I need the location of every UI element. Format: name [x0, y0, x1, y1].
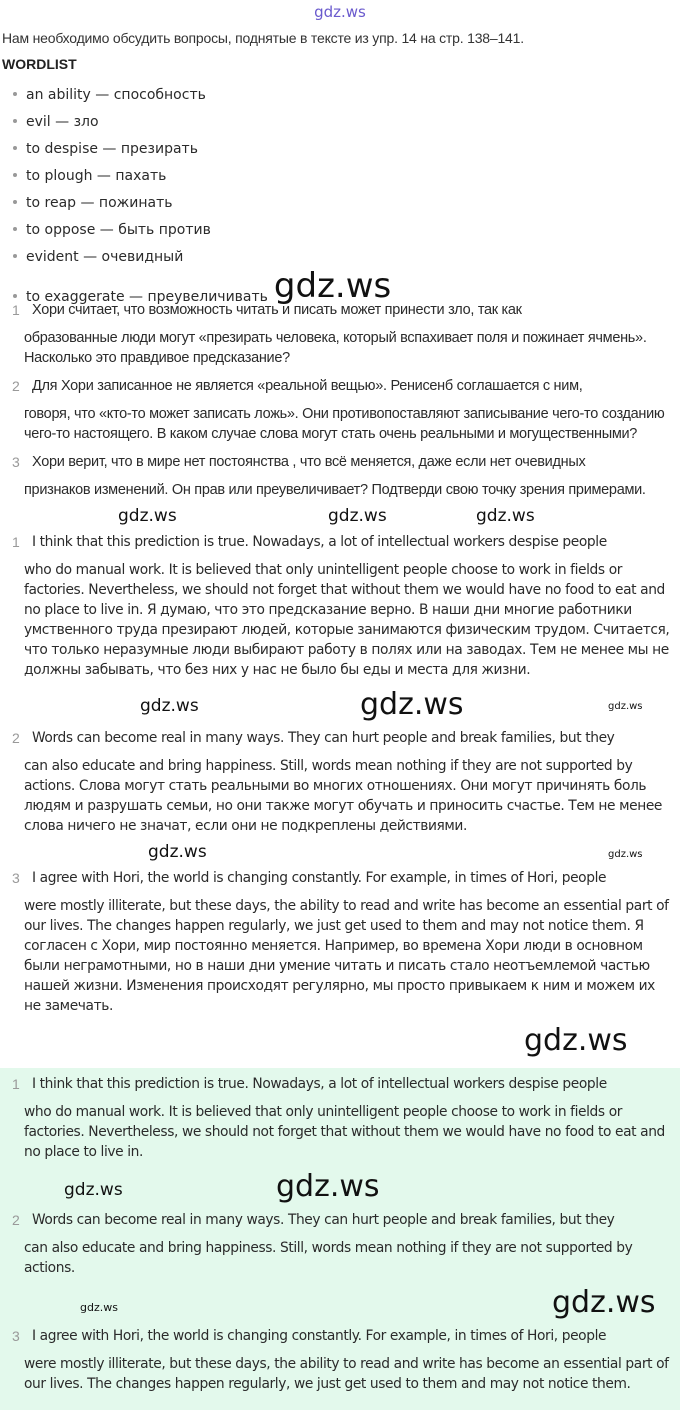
answer-rest: can also educate and bring happiness. Still, words mean nothing if they are not supported by actions.	[24, 1240, 633, 1276]
wordlist-item-text: to plough — пахать	[26, 168, 167, 184]
answer-en-3	[0, 1326, 680, 1402]
wordlist-item	[0, 138, 680, 165]
question-number: 1	[12, 302, 20, 318]
wordlist-item-text: to despise — презирать	[26, 141, 198, 157]
watermark-top: gdz.ws	[314, 3, 366, 21]
bullet-icon	[13, 119, 17, 123]
watermark: gdz.ws	[64, 1180, 123, 1200]
watermark-row	[0, 508, 680, 532]
bullet-icon	[13, 200, 17, 204]
answer-rest: who do manual work. It is believed that only unintelligent people choose to work in fields or factories. Nevertheless, we should not forget that without them we would have no food to eat and no place to live in.	[24, 1104, 665, 1160]
bullet-icon	[13, 294, 17, 298]
answer-number: 1	[12, 1076, 20, 1092]
question-number: 2	[12, 378, 20, 394]
answer-first-line: I think that this prediction is true. Nowadays, a lot of intellectual workers despise people	[32, 1076, 607, 1092]
watermark: gdz.ws	[148, 842, 207, 862]
answer-rest: were mostly illiterate, but these days, the ability to read and write has become an essential part of our lives. The changes happen regularly, we just get used to them and may not notice them.	[24, 1356, 669, 1392]
watermark: gdz.ws	[80, 1301, 118, 1314]
intro-text: Нам необходимо обсудить вопросы, поднятые в тексте из упр. 14 на стр. 138–141.	[2, 30, 524, 46]
watermark: gdz.ws	[552, 1285, 656, 1320]
wordlist	[0, 84, 680, 306]
highlight-section	[0, 1068, 680, 1410]
watermark: gdz.ws	[524, 1023, 628, 1058]
bullet-icon	[13, 92, 17, 96]
answer-number: 1	[12, 534, 20, 550]
answer-first-line: I think that this prediction is true. Nowadays, a lot of intellectual workers despise people	[32, 534, 607, 550]
question-rest: признаков изменений. Он прав или преувеличивает? Подтверди свою точку зрения примерами.	[24, 482, 646, 498]
question-2	[0, 376, 680, 452]
wordlist-item-text: to exaggerate — преувеличивать	[26, 289, 268, 305]
answer-rest: who do manual work. It is believed that only unintelligent people choose to work in fields or factories. Nevertheless, we should not forget that without them we would have no food to eat and no place to live in. Я думаю, что это предсказание верно. В наши дни многие работники умственного труда презирают людей, которые занимаются физическим трудом. Считается, что только неразумные люди выбирают работу в полях или на заводах. Тем не менее мы не должны забывать, что без них у нас не было бы еды и места для жизни.	[24, 562, 670, 678]
wordlist-item-text: an ability — способность	[26, 87, 206, 103]
answer-first-line: Words can become real in many ways. They can hurt people and break families, but they	[32, 730, 615, 746]
answer-first-line: Words can become real in many ways. They can hurt people and break families, but they	[32, 1212, 615, 1228]
wordlist-item	[0, 266, 680, 306]
watermark: gdz.ws	[276, 1169, 380, 1204]
watermark: gdz.ws	[328, 506, 387, 526]
wordlist-item	[0, 84, 680, 111]
answer-2	[0, 728, 680, 844]
watermark-row	[0, 688, 680, 728]
watermark-row	[0, 1024, 680, 1064]
wordlist-item-text: evil — зло	[26, 114, 99, 130]
watermark-row	[0, 1170, 680, 1210]
answer-number: 2	[12, 1212, 20, 1228]
answer-en-2	[0, 1210, 680, 1286]
question-1	[0, 300, 680, 376]
question-3	[0, 452, 680, 508]
answer-1	[0, 532, 680, 688]
question-first-line: Для Хори записанное не является «реальной вещью». Ренисенб соглашается с ним,	[32, 378, 583, 394]
question-number: 3	[12, 454, 20, 470]
watermark: gdz.ws	[360, 687, 464, 722]
question-first-line: Хори верит, что в мире нет постоянства , что всё меняется, даже если нет очевидных	[32, 454, 586, 470]
wordlist-item-text: evident — очевидный	[26, 249, 184, 265]
answer-en-1	[0, 1074, 680, 1170]
wordlist-title: WORDLIST	[2, 56, 77, 72]
answer-number: 3	[12, 1328, 20, 1344]
answer-first-line: I agree with Hori, the world is changing constantly. For example, in times of Hori, people	[32, 1328, 607, 1344]
wordlist-item	[0, 165, 680, 192]
wordlist-item	[0, 192, 680, 219]
answer-first-line: I agree with Hori, the world is changing constantly. For example, in times of Hori, people	[32, 870, 607, 886]
watermark: gdz.ws	[608, 849, 643, 860]
wordlist-item-text: to reap — пожинать	[26, 195, 173, 211]
answer-number: 2	[12, 730, 20, 746]
wordlist-item-text: to oppose — быть против	[26, 222, 211, 238]
bullet-icon	[13, 254, 17, 258]
question-rest: говоря, что «кто-то может записать ложь». Они противопоставляют записывание чего-то созданию чего-то настоящего. В каком случае слова могут стать очень реальными и могущественными?	[24, 406, 665, 442]
wordlist-item	[0, 111, 680, 138]
bullet-icon	[13, 227, 17, 231]
watermark: gdz.ws	[140, 696, 199, 716]
watermark-row	[0, 1286, 680, 1326]
watermark: gdz.ws	[118, 506, 177, 526]
answer-3	[0, 868, 680, 1024]
watermark: gdz.ws	[476, 506, 535, 526]
watermark-row	[0, 844, 680, 868]
wordlist-item	[0, 219, 680, 246]
question-rest: образованные люди могут «презирать человека, который вспахивает поля и пожинает ячмень». Насколько это правдивое предсказание?	[24, 330, 647, 366]
answer-rest: can also educate and bring happiness. Still, words mean nothing if they are not supported by actions. Слова могут стать реальными во многих отношениях. Они могут причинять боль людям и разрушать семьи, но они также могут обучать и приносить счастье. Тем не менее слова ничего не значат, если они не подкреплены действиями.	[24, 758, 662, 834]
bullet-icon	[13, 146, 17, 150]
answer-number: 3	[12, 870, 20, 886]
answer-rest: were mostly illiterate, but these days, the ability to read and write has become an essential part of our lives. The changes happen regularly, we just get used to them and may not notice them. Я согласен с Хори, мир постоянно меняется. Например, во времена Хори люди в основном были неграмотными, но в наши дни умение читать и писать стало неотъемлемой частью нашей жизни. Изменения происходят регулярно, мы просто привыкаем к ним и можем их не замечать.	[24, 898, 669, 1014]
question-first-line: Хори считает, что возможность читать и писать может принести зло, так как	[32, 302, 522, 318]
bullet-icon	[13, 173, 17, 177]
watermark: gdz.ws	[273, 266, 392, 306]
watermark: gdz.ws	[608, 701, 643, 712]
